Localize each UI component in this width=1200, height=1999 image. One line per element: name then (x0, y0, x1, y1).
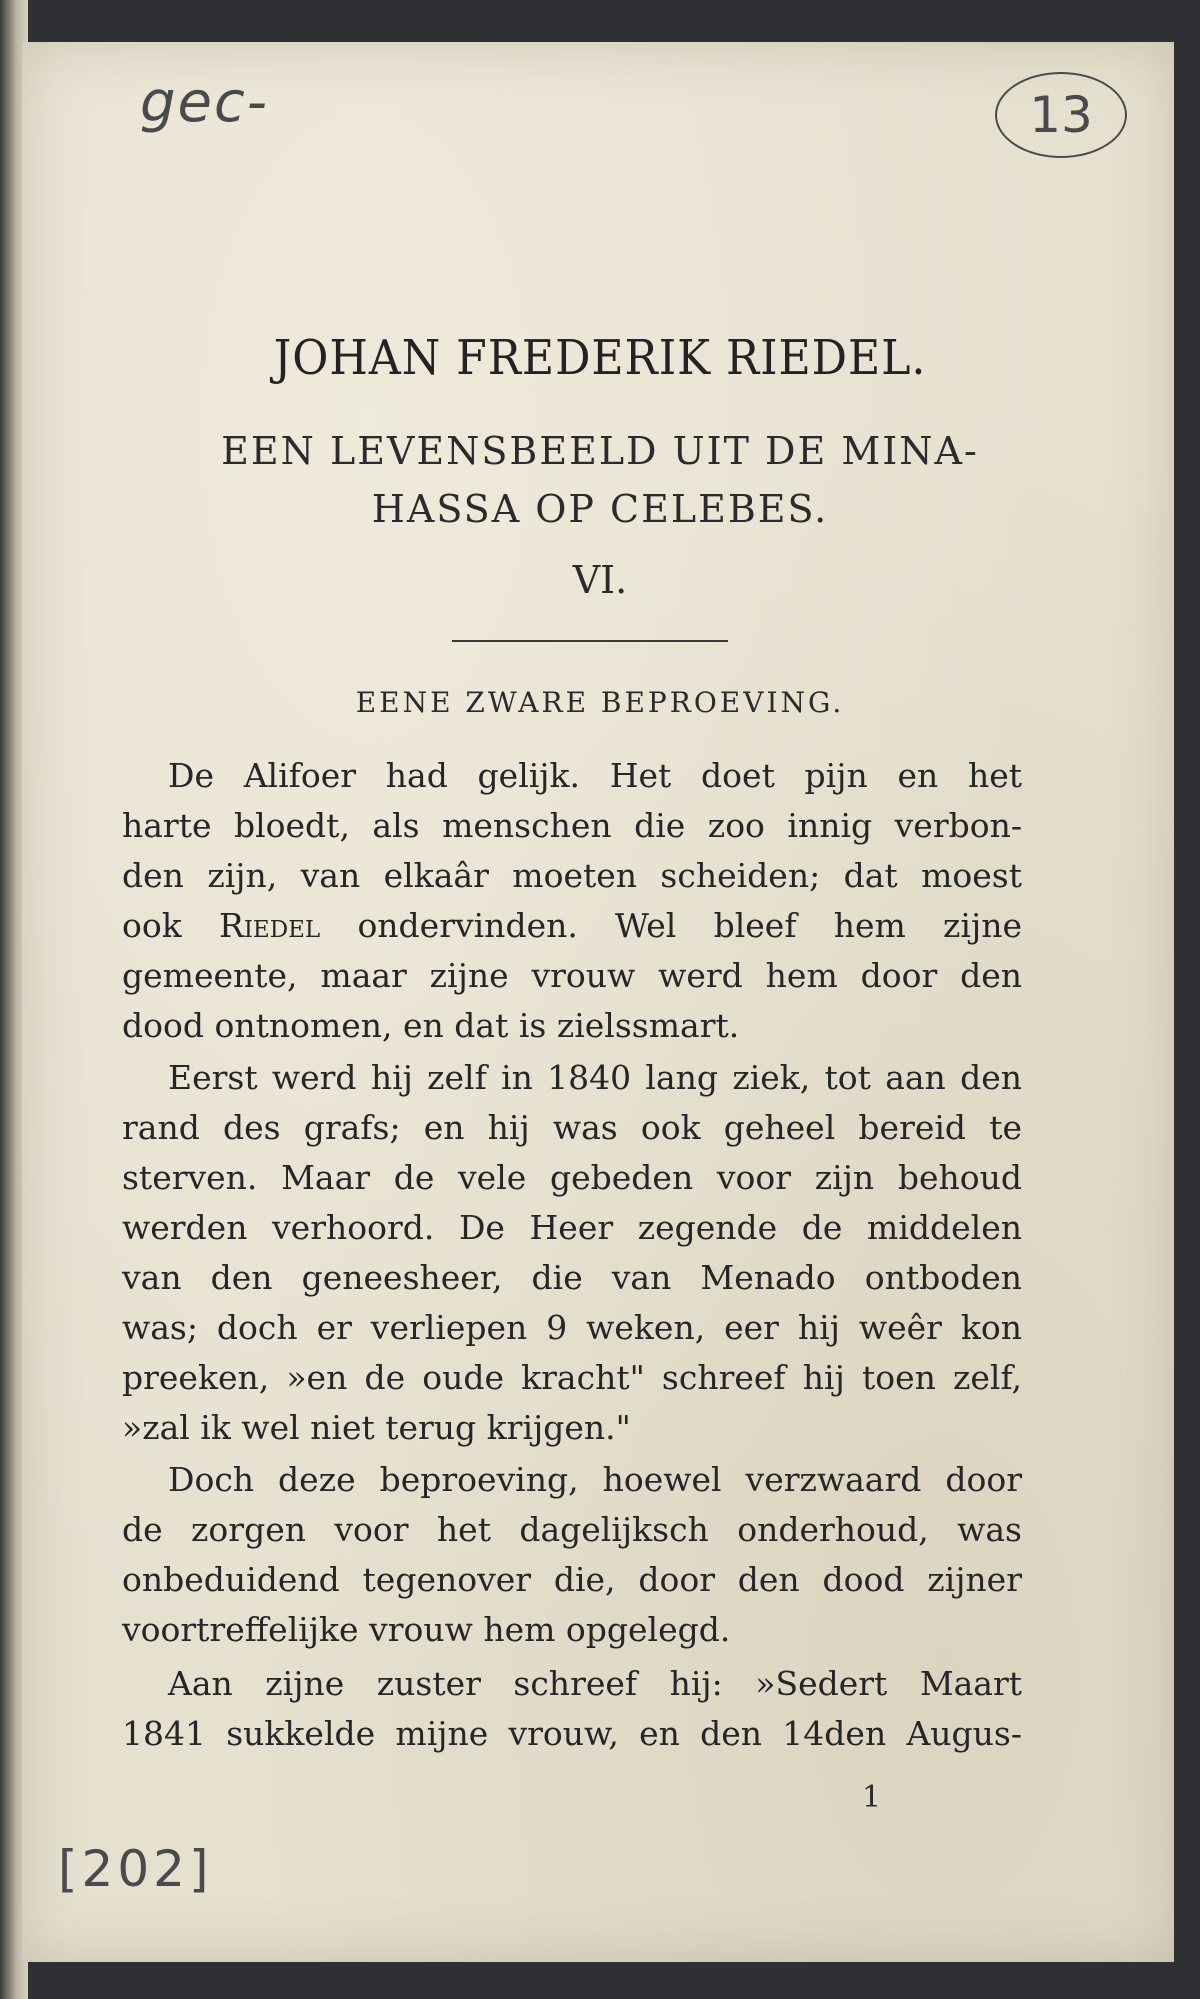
text-line: sterven. Maar de vele gebeden voor zijn behoud (122, 1158, 1022, 1197)
text-line: rand des grafs; en hij was ook geheel bereid te (122, 1108, 1022, 1147)
page-number-text: 13 (1029, 86, 1093, 144)
text-line: voortreffelijke vrouw hem opgelegd. (122, 1610, 731, 1649)
text-line: »zal ik wel niet terug krijgen." (122, 1408, 631, 1447)
text-line: van den geneesheer, die van Menado ontboden (122, 1258, 1022, 1297)
text-line: was; doch er verliepen 9 weken, eer hij weêr kon (122, 1308, 1022, 1347)
section-heading: EENE ZWARE BEPROEVING. (355, 686, 845, 719)
text-line: werden verhoord. De Heer zegende de middelen (122, 1208, 1022, 1247)
chapter-title: JOHAN FREDERIK RIEDEL. (273, 330, 927, 386)
text-line: gemeente, maar zijne vrouw werd hem door den (122, 956, 1022, 995)
signature-mark: 1 (862, 1780, 882, 1815)
handwritten-annotation-top-left: gec- (140, 70, 269, 135)
handwritten-page-number-circled (995, 72, 1127, 158)
section-divider (452, 640, 728, 642)
text-line: onbeduidend tegenover die, door den dood zijner (122, 1560, 1022, 1599)
text-line: den zijn, van elkaâr moeten scheiden; dat moest (122, 856, 1022, 895)
subtitle-line-1: EEN LEVENSBEELD UIT DE MINA- (221, 429, 979, 473)
text-line: Eerst werd hij zelf in 1840 lang ziek, tot aan den (168, 1058, 1022, 1097)
text-line: preeken, »en de oude kracht" schreef hij toen zelf, (122, 1358, 1022, 1397)
text-line: de zorgen voor het dagelijksch onderhoud, was (122, 1510, 1022, 1549)
name-riedel: Riedel (218, 906, 321, 945)
chapter-subtitle (140, 422, 1060, 538)
text-line (122, 906, 1022, 946)
text-line: dood ontnomen, en dat is zielssmart. (122, 1006, 740, 1045)
text-fragment: ook (122, 906, 182, 945)
handwritten-annotation-bottom-left: [202] (58, 1840, 213, 1898)
text-line: 1841 sukkelde mijne vrouw, en den 14den Augus- (122, 1714, 1022, 1753)
subtitle-line-2: HASSA OP CELEBES. (371, 487, 829, 531)
text-line: Aan zijne zuster schreef hij: »Sedert Maart (168, 1664, 1022, 1703)
text-line: De Alifoer had gelijk. Het doet pijn en het (168, 756, 1022, 795)
text-line: Doch deze beproeving, hoewel verzwaard door (168, 1460, 1022, 1499)
text-fragment: ondervinden. Wel bleef hem zijne (357, 906, 1023, 945)
part-number: VI. (572, 558, 628, 602)
text-line: harte bloedt, als menschen die zoo innig verbon- (122, 806, 1022, 845)
